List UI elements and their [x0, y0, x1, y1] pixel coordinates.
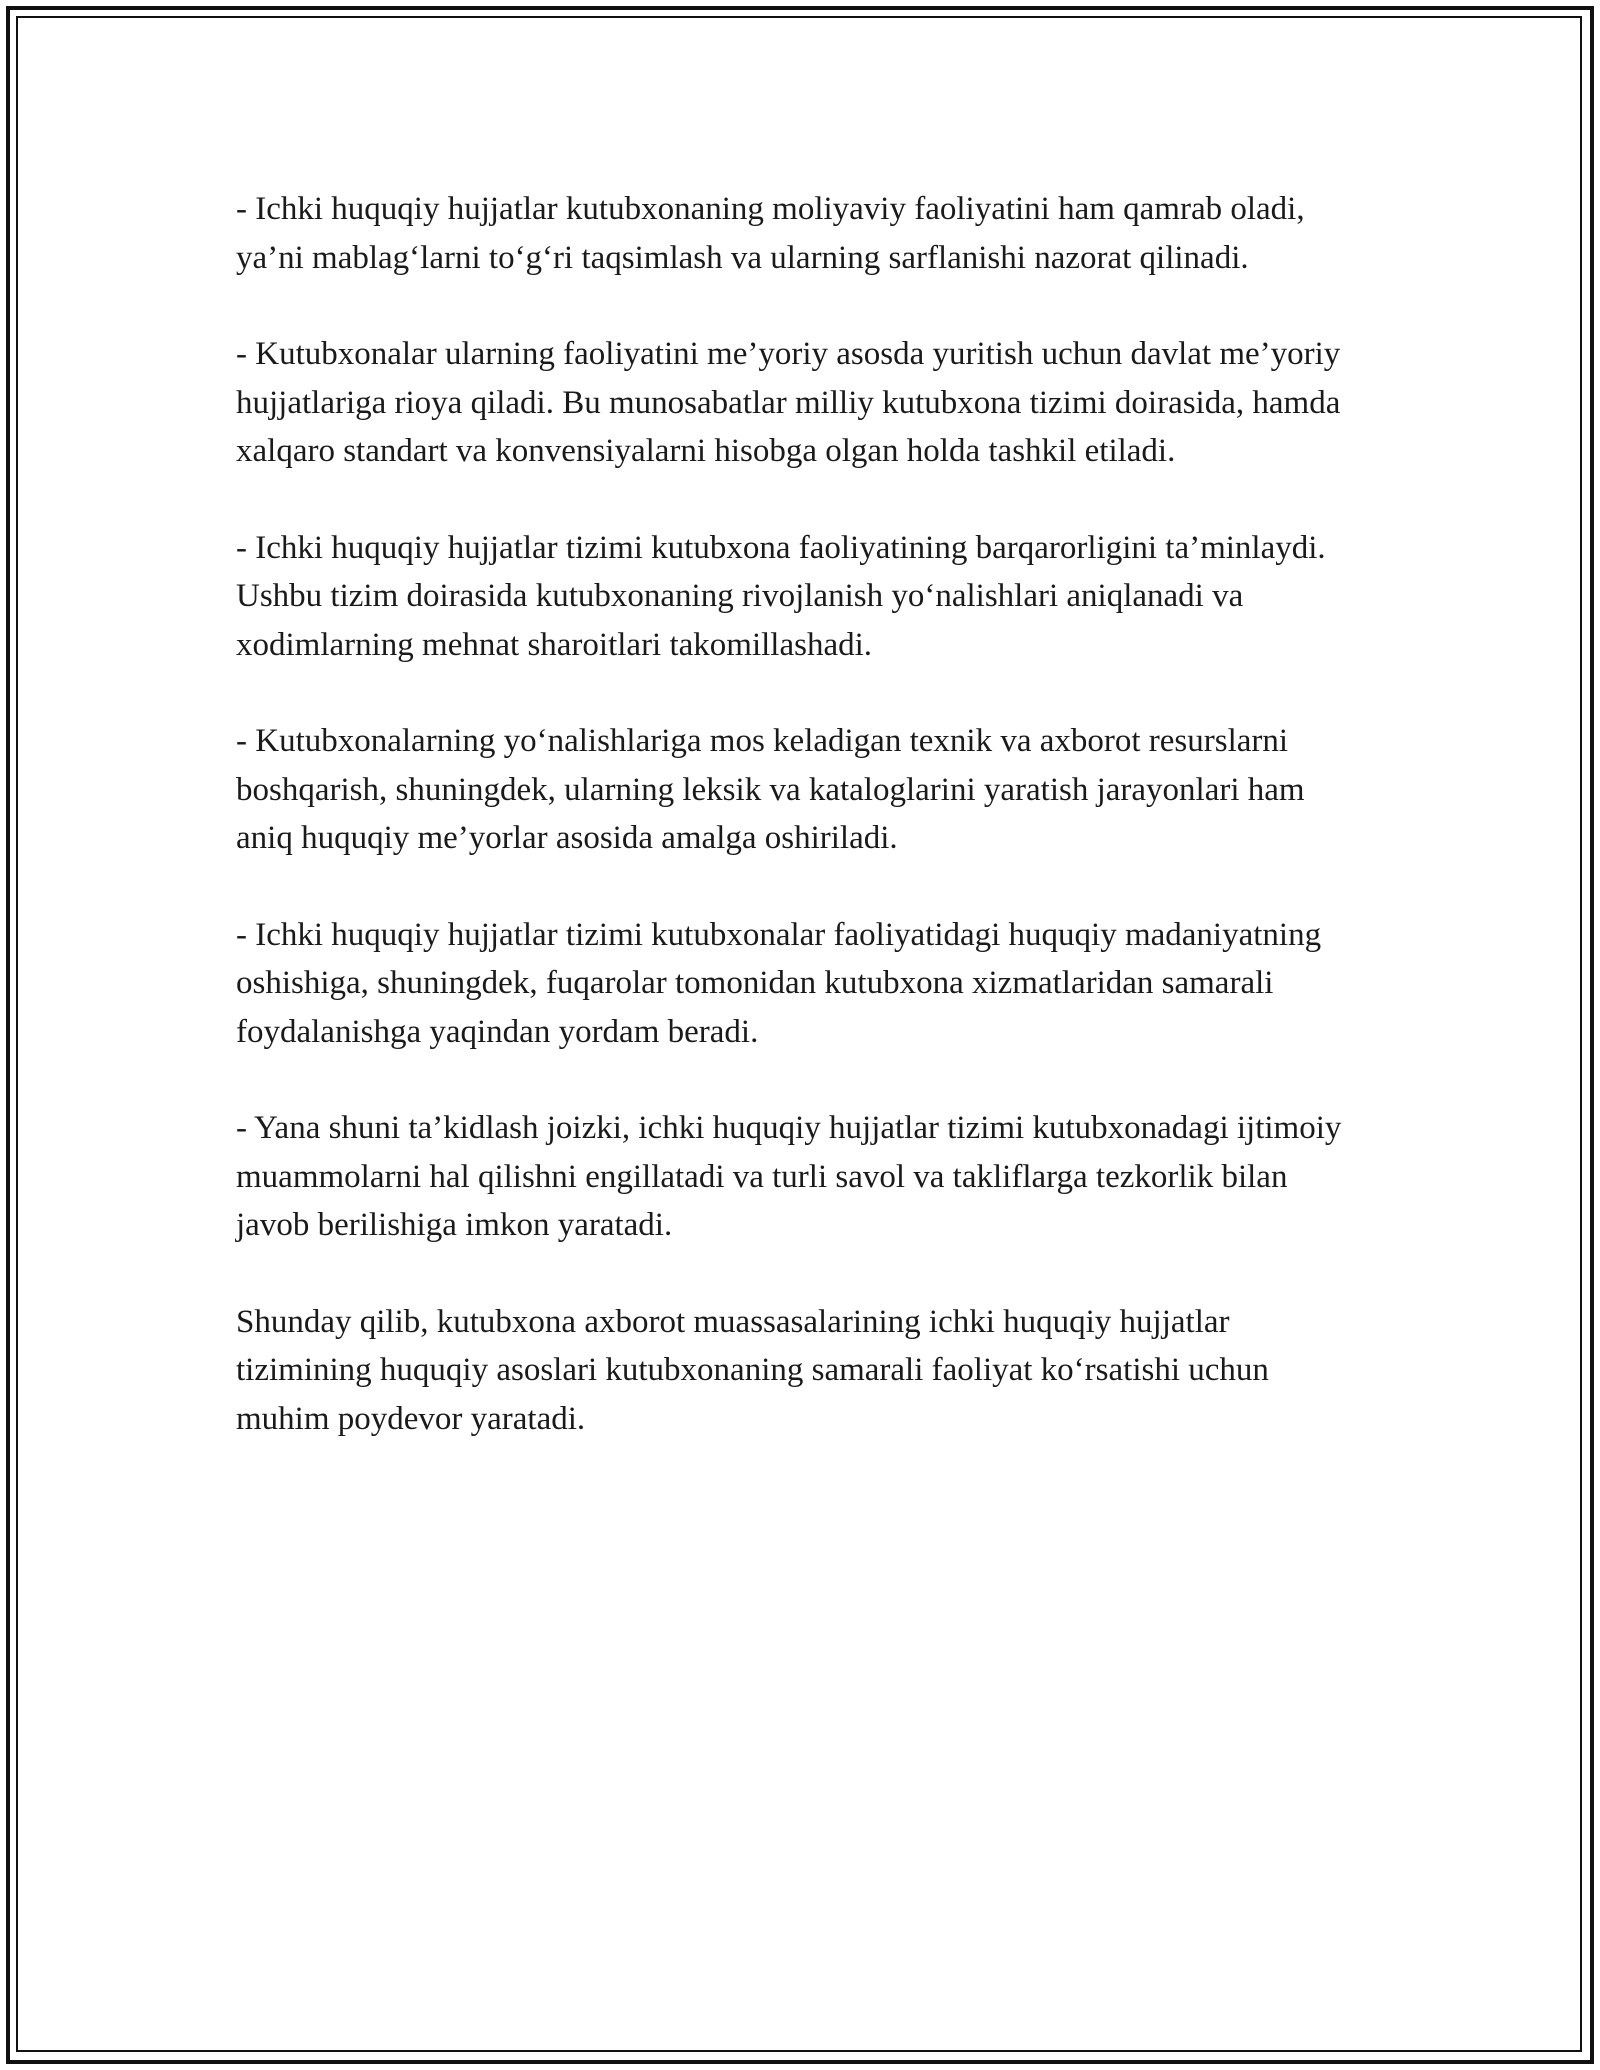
paragraph-state-regulations: - Kutubxonalar ularning faoliyatini me’yoriy asosda yuritish uchun davlat me’yoriy hujjatlariga rioya qiladi. Bu munosabatlar milliy kutubxona tizimi doirasida, hamda xalqaro standart va konvensiyalarni hisobga olgan holda tashkil etiladi.	[236, 336, 1341, 469]
paragraph-financial-activity: - Ichki huquqiy hujjatlar kutubxonaning moliyaviy faoliyatini ham qamrab oladi, ya’ni mablag‘larni to‘g‘ri taqsimlash va ularning sarflanishi nazorat qilinadi.	[236, 191, 1305, 276]
paragraph-legal-culture: - Ichki huquqiy hujjatlar tizimi kutubxonalar faoliyatidagi huquqiy madaniyatning oshishiga, shuningdek, fuqarolar tomonidan kutubxona xizmatlaridan samarali foydalanishga yaqindan yordam beradi.	[236, 916, 1322, 1050]
paragraph-resource-management: - Kutubxonalarning yo‘nalishlariga mos keladigan texnik va axborot resurslarni boshqarish, shuningdek, ularning leksik va kataloglarini yaratish jarayonlari ham aniq huquqiy me’yorlar asosida amalga oshiriladi.	[236, 723, 1305, 856]
document-body	[236, 185, 1366, 1491]
paragraph-social-problems: - Yana shuni ta’kidlash joizki, ichki huquqiy hujjatlar tizimi kutubxonadagi ijtimoiy muammolarni hal qilishni engillatadi va turli savol va takliflarga tezkorlik bilan javob berilishiga imkon yaratadi.	[236, 1110, 1342, 1243]
paragraph-conclusion: Shunday qilib, kutubxona axborot muassasalarining ichki huquqiy hujjatlar tizimining huquqiy asoslari kutubxonaning samarali faoliyat ko‘rsatishi uchun muhim poydevor yaratadi.	[236, 1303, 1269, 1437]
paragraph-stability: - Ichki huquqiy hujjatlar tizimi kutubxona faoliyatining barqarorligini ta’minlaydi. Ushbu tizim doirasida kutubxonaning rivojlanish yo‘nalishlari aniqlanadi va xodimlarning mehnat sharoitlari takomillashadi.	[236, 529, 1326, 663]
